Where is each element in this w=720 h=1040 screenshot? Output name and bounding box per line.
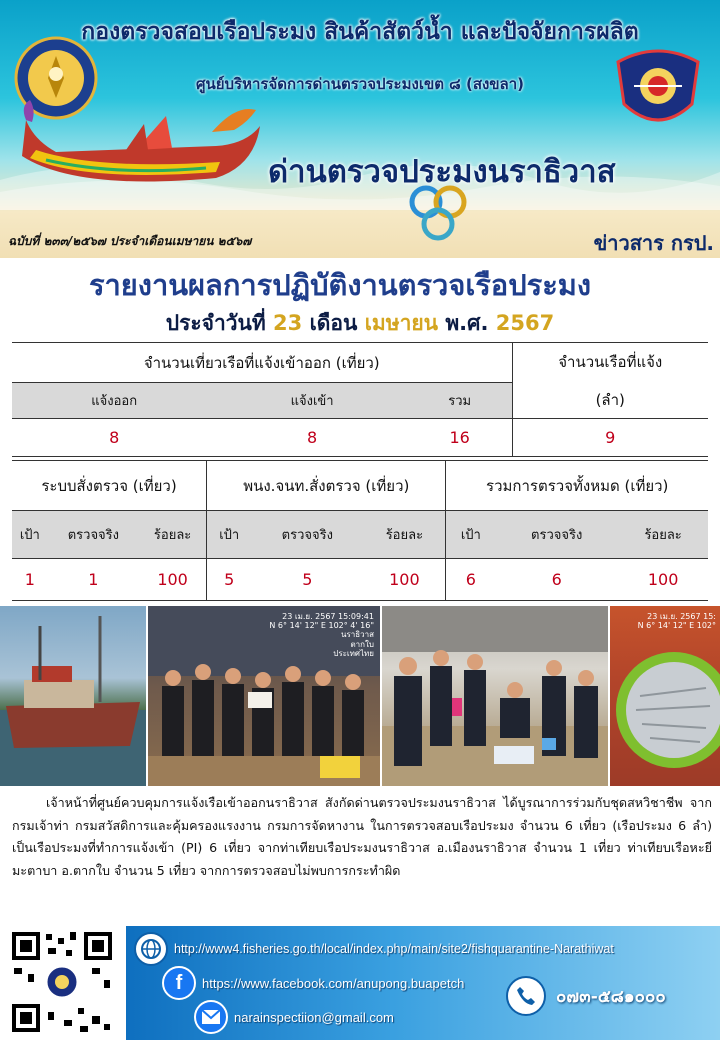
photo-fish-catch [610, 606, 720, 786]
website-link[interactable]: http://www4.fisheries.go.th/local/index.php/main/site2/fishquarantine-Narathiwat [174, 942, 614, 956]
fishery-inspection-logo [612, 44, 704, 130]
photo-document-check [382, 606, 608, 786]
checkpoint-name: ด่านตรวจประมงนราธิวาส [268, 154, 616, 190]
total-target: 6 [446, 559, 495, 601]
boats-unit: (ลำ) [595, 390, 625, 409]
email-link[interactable]: narainspectiion@gmail.com [234, 1009, 394, 1025]
website-row[interactable] [134, 932, 614, 966]
col-target: เป้า [446, 511, 495, 559]
trips-table [12, 342, 708, 457]
report-day: 23 [273, 311, 303, 335]
system-percent: 100 [139, 559, 207, 601]
document-check-picture [382, 606, 608, 786]
phone-row[interactable] [506, 976, 666, 1016]
boats-value: 9 [512, 419, 708, 457]
val-out: 8 [12, 419, 216, 457]
issue-number: ฉบับที่ ๒๓๓/๒๕๖๗ ประจำเดือนเมษายน ๒๕๖๗ [8, 234, 252, 248]
email-row[interactable] [194, 1000, 394, 1034]
photo-timestamp [269, 612, 374, 658]
facebook-row[interactable] [162, 966, 464, 1000]
col-actual: ตรวจจริง [251, 511, 363, 559]
boats-header: จำนวนเรือที่แจ้ง [558, 352, 663, 371]
facebook-link[interactable]: https://www.facebook.com/anupong.buapetch [202, 975, 465, 991]
val-total: 16 [408, 419, 512, 457]
col-percent: ร้อยละ [618, 511, 708, 559]
report-year: 2567 [495, 311, 555, 335]
photo-strip [0, 606, 720, 786]
officer-target: 5 [207, 559, 252, 601]
phone-number[interactable]: ๐๗๓-๕๘๑๐๐๐ [556, 986, 666, 1007]
col-total: รวม [408, 383, 512, 419]
col-actual: ตรวจจริง [48, 511, 139, 559]
col-in: แจ้งเข้า [216, 383, 408, 419]
photo-timestamp-text: 23 เม.ย. 2567 15: N 6° 14' 12" E 102° [637, 612, 716, 631]
report-date [0, 307, 720, 340]
photo-inspection-team [148, 606, 380, 786]
col-target: เป้า [12, 511, 48, 559]
photo-timestamp [638, 612, 716, 630]
inspection-table [12, 460, 708, 601]
report-body-text: เจ้าหน้าที่ศูนย์ควบคุมการแจ้งเรือเข้าออกนราธิวาส สังกัดด่านตรวจประมงนราธิวาส ได้บูรณาการร่วมกับชุดสหวิชาชีพ จากกรมเจ้าท่า กรมสวัสดิการและคุ้มครองแรงงาน กรมการจัดหางาน ในการตรวจสอบเรือประมง จำนวน 6 เที่ยว (เรือประมง 6 ลำ) เป็นเรือประมงที่ทำการแจ้งเข้า (PI) 6 เที่ยว จากท่าเทียบเรือประมงนราธิวาส อ.เมืองนราธิวาส จำนวน 1 เที่ยว ท่าเทียบเรือหะยีมะตาบา อ.ตากใบ จำนวน 5 เที่ยว จากการตรวจสอบไม่พบการกระทำผิด [12, 795, 712, 878]
col-target: เป้า [207, 511, 252, 559]
phone-icon [506, 976, 546, 1016]
header-banner [0, 0, 720, 258]
col-percent: ร้อยละ [363, 511, 446, 559]
group-title-total: รวมการตรวจทั้งหมด (เที่ยว) [446, 461, 708, 511]
val-in: 8 [216, 419, 408, 457]
facebook-icon: f [162, 966, 196, 1000]
col-percent: ร้อยละ [139, 511, 207, 559]
trips-header: จำนวนเที่ยวเรือที่แจ้งเข้าออก (เที่ยว) [12, 343, 512, 383]
report-month: เมษายน [364, 311, 439, 335]
contact-bar [126, 926, 720, 1040]
photo-timestamp-text: 23 เม.ย. 2567 15:09:41 N 6° 14' 12" E 102° 4' 16" นราธิวาส ตากใบ ประเทศไทย [269, 612, 374, 658]
agency-title: กองตรวจสอบเรือประมง สินค้าสัตว์น้ำ และปัจจัยการผลิต [81, 19, 639, 45]
total-percent: 100 [618, 559, 708, 601]
system-target: 1 [12, 559, 48, 601]
center-name: ศูนย์บริหารจัดการด่านตรวจประมงเขต ๘ (สงขลา) [195, 75, 525, 93]
fish-basket-picture [610, 606, 720, 786]
year-prefix: พ.ศ. [445, 311, 489, 335]
col-actual: ตรวจจริง [495, 511, 618, 559]
officer-percent: 100 [363, 559, 446, 601]
mail-icon [194, 1000, 228, 1034]
news-label: ข่าวสาร กรป. [593, 231, 714, 255]
globe-icon [134, 932, 168, 966]
date-prefix: ประจำวันที่ [165, 311, 266, 335]
total-actual: 6 [495, 559, 618, 601]
system-actual: 1 [48, 559, 139, 601]
photo-fishing-boat [0, 606, 146, 786]
report-title: รายงานผลการปฏิบัติงานตรวจเรือประมง [88, 268, 592, 302]
fishing-boat-picture [0, 606, 146, 786]
kolae-boat-illustration [16, 96, 264, 206]
group-title-officer: พนง.จนท.สั่งตรวจ (เที่ยว) [207, 461, 446, 511]
ribbon-knot-logo [400, 180, 476, 250]
group-title-system: ระบบสั่งตรวจ (เที่ยว) [12, 461, 207, 511]
col-out: แจ้งออก [12, 383, 216, 419]
month-prefix: เดือน [309, 311, 358, 335]
qr-code[interactable] [8, 928, 116, 1036]
officer-actual: 5 [251, 559, 363, 601]
boats-header-cell [512, 343, 708, 419]
